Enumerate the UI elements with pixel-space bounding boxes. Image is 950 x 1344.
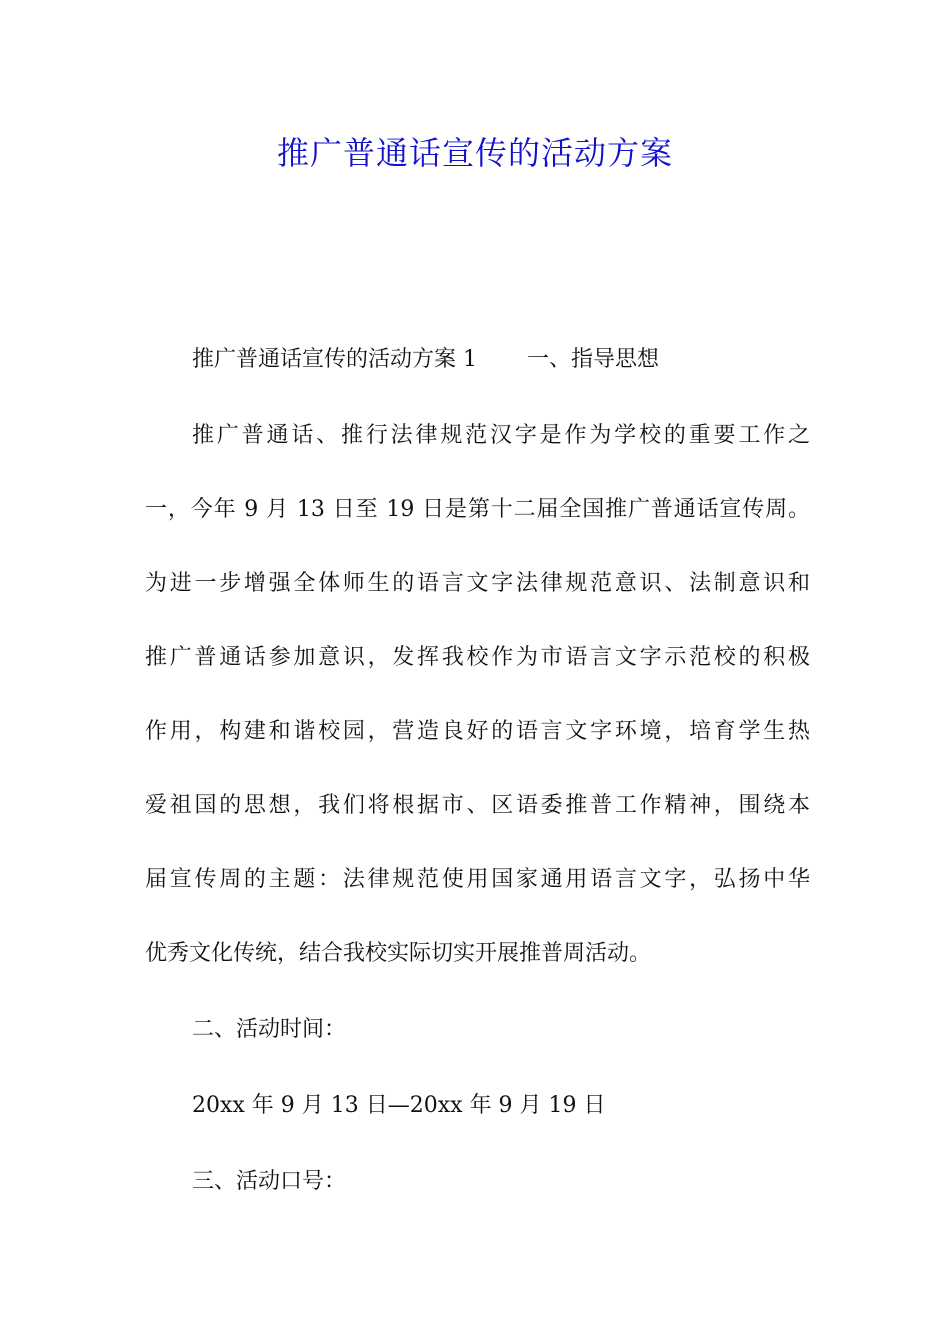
section-two-heading: 二、活动时间： (192, 1017, 347, 1042)
paragraph-line: 优秀文化传统，结合我校实际切实开展推普周活动。 (145, 941, 652, 966)
paragraph-line: 推广普通话、推行法律规范汉字是作为学校的重要工作之 (192, 423, 810, 448)
paragraph-line: 作用，构建和谐校园，营造良好的语言文字环境，培育学生热 (145, 719, 810, 744)
document-title: 推广普通话宣传的活动方案 (276, 134, 673, 172)
paragraph-line: 届宣传周的主题：法律规范使用国家通用语言文字，弘扬中华 (145, 867, 810, 892)
activity-date-range: 20xx 年 9 月 13 日—20xx 年 9 月 19 日 (192, 1093, 606, 1118)
paragraph-line: 爱祖国的思想，我们将根据市、区语委推普工作精神，围绕本 (145, 793, 810, 818)
section-one-heading: 一、指导思想 (527, 347, 660, 372)
guiding-thought-paragraph (145, 418, 810, 1010)
plan-heading-title: 推广普通话宣传的活动方案 1 (192, 347, 477, 372)
paragraph-line: 一，今年 9 月 13 日至 19 日是第十二届全国推广普通话宣传周。 (145, 497, 810, 522)
plan-heading-line (192, 342, 659, 378)
section-three-heading: 三、活动口号： (192, 1169, 347, 1194)
paragraph-line: 为进一步增强全体师生的语言文字法律规范意识、法制意识和 (145, 571, 810, 596)
paragraph-line: 推广普通话参加意识，发挥我校作为市语言文字示范校的积极 (145, 645, 810, 670)
